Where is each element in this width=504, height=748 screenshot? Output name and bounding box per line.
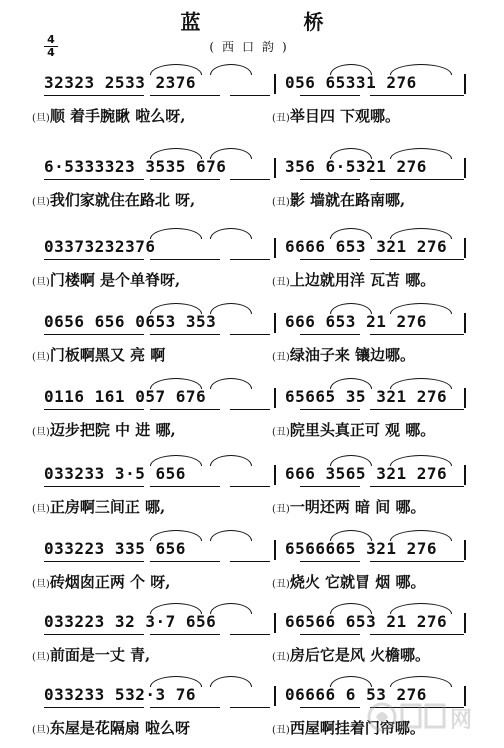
score-system [0,148,504,220]
beam-line [44,486,144,487]
beam-line [44,95,144,96]
beam-line [420,486,464,487]
beam-line [370,95,420,96]
beam-line [44,409,144,410]
lyric-line [272,645,430,665]
slur-arc [150,603,202,614]
slur-arc [390,378,452,389]
measure-notes: 666 3565 321 276 [285,464,448,483]
beam-line [230,179,270,180]
beam-line [150,259,220,260]
beam-line [420,179,464,180]
slur-arc [330,64,372,75]
role-marker: (旦) [32,427,50,438]
beam-line [44,334,144,335]
measure-notes: 6566665 321 276 [285,539,437,558]
svg-text:网: 网 [450,708,473,733]
barline [464,158,466,178]
barline [464,613,466,633]
measure-notes: 6·5333323 3535 676 [44,157,227,176]
slur-arc [330,676,372,687]
beam-line [230,409,270,410]
time-signature-numerator: 4 [44,34,58,47]
beam-line [150,95,220,96]
lyric-text: 举目四 下观哪。 [289,107,401,125]
role-marker: (丑) [272,652,290,663]
slur-arc [150,148,202,159]
score-system [0,530,504,602]
beam-line [300,179,360,180]
slur-arc [210,676,252,687]
lyric-line [272,270,435,290]
lyric-text: 东屋是花隔扇 啦么呀 [49,719,191,737]
lyric-line [32,420,176,440]
slur-arc [210,148,252,159]
beam-line [150,409,220,410]
measure-notes: 033223 32 3·7 656 [44,612,217,631]
beam-line [300,259,360,260]
role-marker: (丑) [272,197,290,208]
time-signature-denominator: 4 [47,46,55,59]
barline [274,540,276,560]
score-system [0,228,504,300]
barline [464,238,466,258]
role-marker: (旦) [32,113,50,124]
barline [464,74,466,94]
lyric-text: 绿油子来 镶边哪。 [289,346,416,364]
lyric-text: 砖烟囱正两 个 呀, [49,573,171,591]
beam-line [150,561,220,562]
lyric-line [272,572,425,592]
beam-line [300,634,360,635]
beam-line [44,634,144,635]
slur-arc [150,676,202,687]
beam-line [300,561,360,562]
lyric-text: 院里头真正可 观 哪。 [289,421,436,439]
slur-arc [390,64,452,75]
barline [274,613,276,633]
beam-line [230,561,270,562]
role-marker: (旦) [32,197,50,208]
score-system [0,64,504,136]
slur-arc [390,303,452,314]
lyric-text: 门楼啊 是个单脊呀, [49,271,181,289]
lyric-text: 烧火 它就冒 烟 哪。 [289,573,426,591]
slur-arc [210,378,252,389]
measure-notes: 666 653 21 276 [285,312,427,331]
lyric-line [32,270,180,290]
beam-line [300,707,360,708]
slur-arc [150,530,202,541]
role-marker: (旦) [32,352,50,363]
barline [274,238,276,258]
lyric-text: 前面是一丈 青, [49,646,151,664]
lyric-line [32,645,150,665]
slur-arc [150,303,202,314]
slur-arc [330,378,372,389]
lyric-line [272,345,415,365]
measure-notes: 66566 653 21 276 [285,612,448,631]
role-marker: (旦) [32,652,50,663]
role-marker: (旦) [32,277,50,288]
score-system [0,303,504,375]
lyric-line [32,718,190,738]
measure-notes: 033233 532·3 76 [44,685,196,704]
measure-notes: 056 65331 276 [285,73,417,92]
beam-line [420,95,464,96]
slur-arc [390,676,452,687]
slur-arc [150,64,202,75]
slur-arc [150,378,202,389]
slur-arc [210,603,252,614]
lyric-line [272,106,400,126]
slur-arc [330,228,372,239]
beam-line [230,634,270,635]
slur-arc [330,303,372,314]
slur-arc [210,64,252,75]
beam-line [420,561,464,562]
beam-line [44,707,144,708]
beam-line [420,334,464,335]
barline [274,686,276,706]
lyric-line [32,497,165,517]
lyric-line [272,420,435,440]
lyric-line [32,572,170,592]
barline [464,313,466,333]
slur-arc [210,530,252,541]
beam-line [44,179,144,180]
watermark-logo [366,699,496,735]
beam-line [420,409,464,410]
beam-line [230,95,270,96]
barline [464,540,466,560]
beam-line [300,95,360,96]
slur-arc [330,455,372,466]
beam-line [150,707,220,708]
slur-arc [330,148,372,159]
beam-line [150,634,220,635]
measure-notes: 32323 2533 2376 [44,73,196,92]
role-marker: (丑) [272,579,290,590]
measure-notes: 033223 335 656 [44,539,186,558]
barline [274,158,276,178]
beam-line [44,561,144,562]
beam-line [370,561,420,562]
measure-notes: 65665 35 321 276 [285,387,448,406]
role-marker: (旦) [32,725,50,736]
lyric-text: 上边就用洋 瓦苫 哪。 [289,271,436,289]
beam-line [370,634,420,635]
lyric-text: 西屋啊挂着门帘哪。 [289,719,425,737]
slur-arc [210,228,252,239]
role-marker: (丑) [272,427,290,438]
beam-line [44,259,144,260]
beam-line [370,409,420,410]
barline [274,465,276,485]
measure-notes: 0116 161 057 676 [44,387,207,406]
beam-line [370,334,420,335]
barline [274,74,276,94]
lyric-text: 顺 着手腕瞅 啦么呀, [49,107,186,125]
beam-line [150,179,220,180]
beam-line [150,334,220,335]
lyric-line [32,190,195,210]
measure-notes: 356 6·5321 276 [285,157,427,176]
score-system [0,603,504,675]
lyric-text: 一明还两 暗 间 哪。 [289,498,426,516]
lyric-text: 房后它是风 火檐哪。 [289,646,431,664]
beam-line [150,486,220,487]
role-marker: (旦) [32,504,50,515]
barline [274,388,276,408]
beam-line [300,334,360,335]
measure-notes: 06666 6 53 276 [285,685,427,704]
beam-line [230,707,270,708]
slur-arc [390,148,452,159]
beam-line [370,179,420,180]
beam-line [230,486,270,487]
beam-line [300,486,360,487]
lyric-line [32,106,185,126]
beam-line [230,259,270,260]
role-marker: (丑) [272,352,290,363]
role-marker: (丑) [272,504,290,515]
barline [464,388,466,408]
role-marker: (丑) [272,725,290,736]
score-system [0,455,504,527]
barline [274,313,276,333]
slur-arc [390,228,452,239]
slur-arc [330,530,372,541]
role-marker: (丑) [272,277,290,288]
beam-line [420,634,464,635]
slur-arc [150,228,202,239]
lyric-text: 迈步把院 中 进 哪, [49,421,176,439]
song-subtitle: (西口韵) [209,40,295,54]
beam-line [370,486,420,487]
time-signature [44,34,58,59]
lyric-text: 正房啊三间正 哪, [49,498,166,516]
measure-notes: 03373232376 [44,237,156,256]
slur-arc [330,603,372,614]
lyric-line [32,345,165,365]
lyric-text: 影 墙就在路南哪, [289,191,406,209]
lyric-text: 门板啊黑又 亮 啊 [49,346,166,364]
beam-line [420,259,464,260]
slur-arc [390,455,452,466]
beam-line [230,334,270,335]
measure-notes: 0656 656 0653 353 [44,312,217,331]
role-marker: (丑) [272,113,290,124]
score-system [0,378,504,450]
barline [464,465,466,485]
beam-line [300,409,360,410]
measure-notes: 6666 653 321 276 [285,237,448,256]
slur-arc [210,455,252,466]
beam-line [370,259,420,260]
lyric-line [272,190,405,210]
role-marker: (旦) [32,579,50,590]
lyric-text: 我们家就住在路北 呀, [49,191,196,209]
slur-arc [390,530,452,541]
measure-notes: 033233 3·5 656 [44,464,186,483]
lyric-line [272,497,425,517]
song-title: 蓝 桥 [180,10,372,34]
slur-arc [210,303,252,314]
slur-arc [390,603,452,614]
slur-arc [150,455,202,466]
